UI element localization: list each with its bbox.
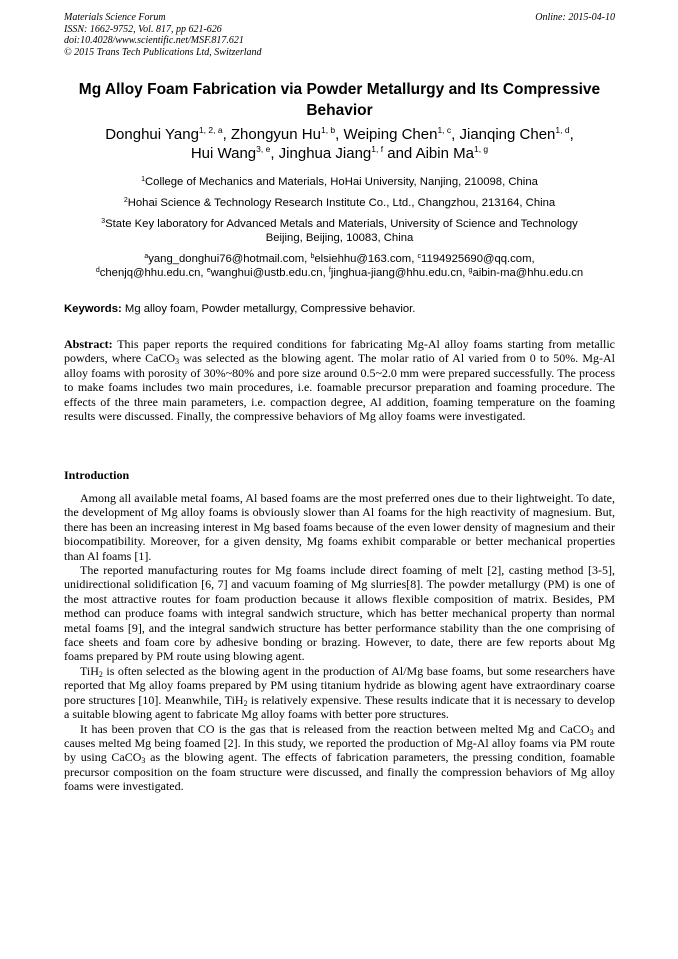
email-address[interactable]: 1194925690@qq.com,	[421, 253, 535, 265]
paragraph: Among all available metal foams, Al based foams are the most preferred ones due to their lightweight. To date, the development of Mg alloy foams is obviously slower than Al foams for the high reactivity of magnesium. But, there has been an increasing interest in Mg based foams because of the even lower density of magnesium and their biocompatibility. Moreover, for a given density, Mg foams exhibit comparable or better mechanical properties than Al foams [1].	[64, 491, 615, 563]
affil-text: College of Mechanics and Materials, HoHai University, Nanjing, 210098, China	[145, 176, 538, 188]
subscript: 2	[243, 698, 248, 708]
author-name: Hui Wang	[190, 145, 257, 162]
affil-number: 3	[101, 218, 106, 225]
text-run: It has been proven that CO is the gas that is released from the reaction between melted Mg and CaCO	[80, 721, 590, 736]
section-heading-introduction: Introduction	[64, 468, 130, 482]
email-mark: e	[206, 267, 211, 274]
email-mark: d	[95, 267, 100, 274]
author-affil-mark: 3, e	[256, 144, 271, 154]
author-name: Donghui Yang	[105, 126, 199, 143]
paper-title	[64, 79, 615, 121]
paragraph: The reported manufacturing routes for Mg foams include direct foaming of melt [2], casting method [3-5], unidirectional solidification [6, 7] and vacuum foaming of Mg slurries[8]. The powder metallurgy (PM) is one of the most attractive routes for foam production because it allows flexible composition of matrix. Besides, PM method can produce foams with integral sandwich structure, which has better mechanical property than normal metal foams [9], and the integral sandwich structure has better performance stability than the one comprising of face sheets and foam core by adhesive bonding or brazing. However, to date, there are few reports about Mg foams prepared by PM route using blowing agent.	[64, 563, 615, 664]
author-affil-mark: 1, f	[371, 144, 384, 154]
author-name: , Jinghua Jiang	[270, 145, 372, 162]
abstract-label: Abstract:	[64, 337, 113, 351]
author-name: , Jianqing Chen	[451, 126, 556, 143]
author-name: , Weiping Chen	[335, 126, 438, 143]
subscript: 3	[589, 727, 594, 737]
affiliation-1	[64, 175, 615, 189]
text-run: TiH	[80, 663, 99, 678]
journal-header	[64, 12, 262, 58]
affiliation-3	[64, 217, 615, 245]
title-line-2: Behavior	[306, 102, 373, 119]
email-address[interactable]: aibin-ma@hhu.edu.cn	[472, 267, 584, 279]
issn-line: ISSN: 1662-9752, Vol. 817, pp 621-626	[64, 23, 222, 35]
email-line-2	[64, 266, 615, 280]
text-run: is relatively expensive. These results indicate that it is necessary to develop a suitable blowing agent to fabricate Mg alloy foams with better pore structures.	[64, 692, 615, 722]
email-address[interactable]: chenjq@hhu.edu.cn,	[99, 267, 207, 279]
affil-number: 1	[141, 176, 146, 183]
abstract-text: was selected as the blowing agent. The molar ratio of Al varied from 0 to 50%. Mg-Al alloy foams with porosity of 30%~80% and pore size around 0.5~2.0 mm were prepared successfully. The process to make foams includes two main procedures, i.e. foamable precursor preparation and foaming procedure. The effects of the three main parameters, i.e. compaction degree, Al addition, foaming temperature on the foaming results were discussed. Finally, the compressive behaviors of Mg alloy foams were investigated.	[64, 351, 615, 424]
paragraph	[64, 722, 615, 794]
copyright-line: © 2015 Trans Tech Publications Ltd, Switzerland	[64, 46, 262, 58]
text-run: as the blowing agent. The effects of fabrication parameters, the pressing condition, foamable precursor composition on the foam structure were discussed, and finally the compression behaviors of Mg alloy foams were investigated.	[64, 750, 615, 794]
affil-text: State Key laboratory for Advanced Metals and Materials, University of Science and Technology	[105, 218, 578, 230]
author-separator: ,	[569, 126, 574, 143]
email-mark: a	[144, 253, 149, 260]
text-run: and causes melted Mg being foamed [2]. In this study, we reported the production of Mg-Al alloy foams via PM route by using CaCO	[64, 721, 615, 765]
author-name: , Zhongyun Hu	[222, 126, 321, 143]
keywords-label: Keywords:	[64, 303, 122, 315]
author-affil-mark: 1, d	[555, 125, 570, 135]
abstract-text: This paper reports the required conditions for fabricating Mg-Al alloy foams starting from metallic powders, where CaCO	[64, 337, 615, 366]
author-line-2	[64, 144, 615, 163]
email-list	[64, 252, 615, 280]
email-mark: b	[310, 253, 315, 260]
author-line-1	[64, 125, 615, 144]
email-address[interactable]: yang_donghui76@hotmail.com,	[148, 253, 311, 265]
email-mark: g	[468, 267, 473, 274]
email-address[interactable]: jinghua-jiang@hhu.edu.cn,	[330, 267, 469, 279]
introduction-body	[64, 491, 615, 794]
affil-text: Hohai Science & Technology Research Institute Co., Ltd., Changzhou, 213164, China	[127, 197, 556, 209]
keywords-text: Mg alloy foam, Powder metallurgy, Compressive behavior.	[121, 303, 416, 315]
author-name: and Aibin Ma	[383, 145, 474, 162]
author-affil-mark: 1, b	[320, 125, 336, 135]
keywords	[64, 302, 615, 316]
affiliation-2	[64, 196, 615, 210]
affil-line	[64, 217, 615, 231]
email-line-1	[64, 252, 615, 266]
author-affil-mark: 1, c	[437, 125, 452, 135]
title-line-1: Mg Alloy Foam Fabrication via Powder Metallurgy and Its Compressive	[78, 81, 601, 98]
author-affil-mark: 1, 2, a	[198, 125, 223, 135]
email-address[interactable]: elsiehhu@163.com,	[314, 253, 418, 265]
email-mark: f	[328, 267, 331, 274]
subscript: 3	[141, 756, 146, 766]
paragraph	[64, 664, 615, 722]
online-date: Online: 2015-04-10	[535, 12, 615, 23]
subscript: 2	[98, 669, 103, 679]
doi-line[interactable]: doi:10.4028/www.scientific.net/MSF.817.621	[64, 35, 244, 46]
email-mark: c	[417, 253, 421, 260]
email-address[interactable]: wanghui@ustb.edu.cn,	[210, 267, 329, 279]
text-run: is often selected as the blowing agent in the production of Al/Mg base foams, but some researchers have reported that Mg alloy foams prepared by PM using titanium hydride as blowing agent have extraordinary coarse pore structures [10]. Meanwhile, TiH	[64, 663, 615, 707]
subscript: 3	[175, 357, 180, 367]
author-list	[64, 125, 615, 163]
abstract	[64, 337, 615, 423]
author-affil-mark: 1, g	[473, 144, 489, 154]
affil-line: Beijing, Beijing, 10083, China	[265, 232, 414, 244]
affil-number: 2	[123, 197, 128, 204]
journal-name: Materials Science Forum	[64, 12, 166, 23]
